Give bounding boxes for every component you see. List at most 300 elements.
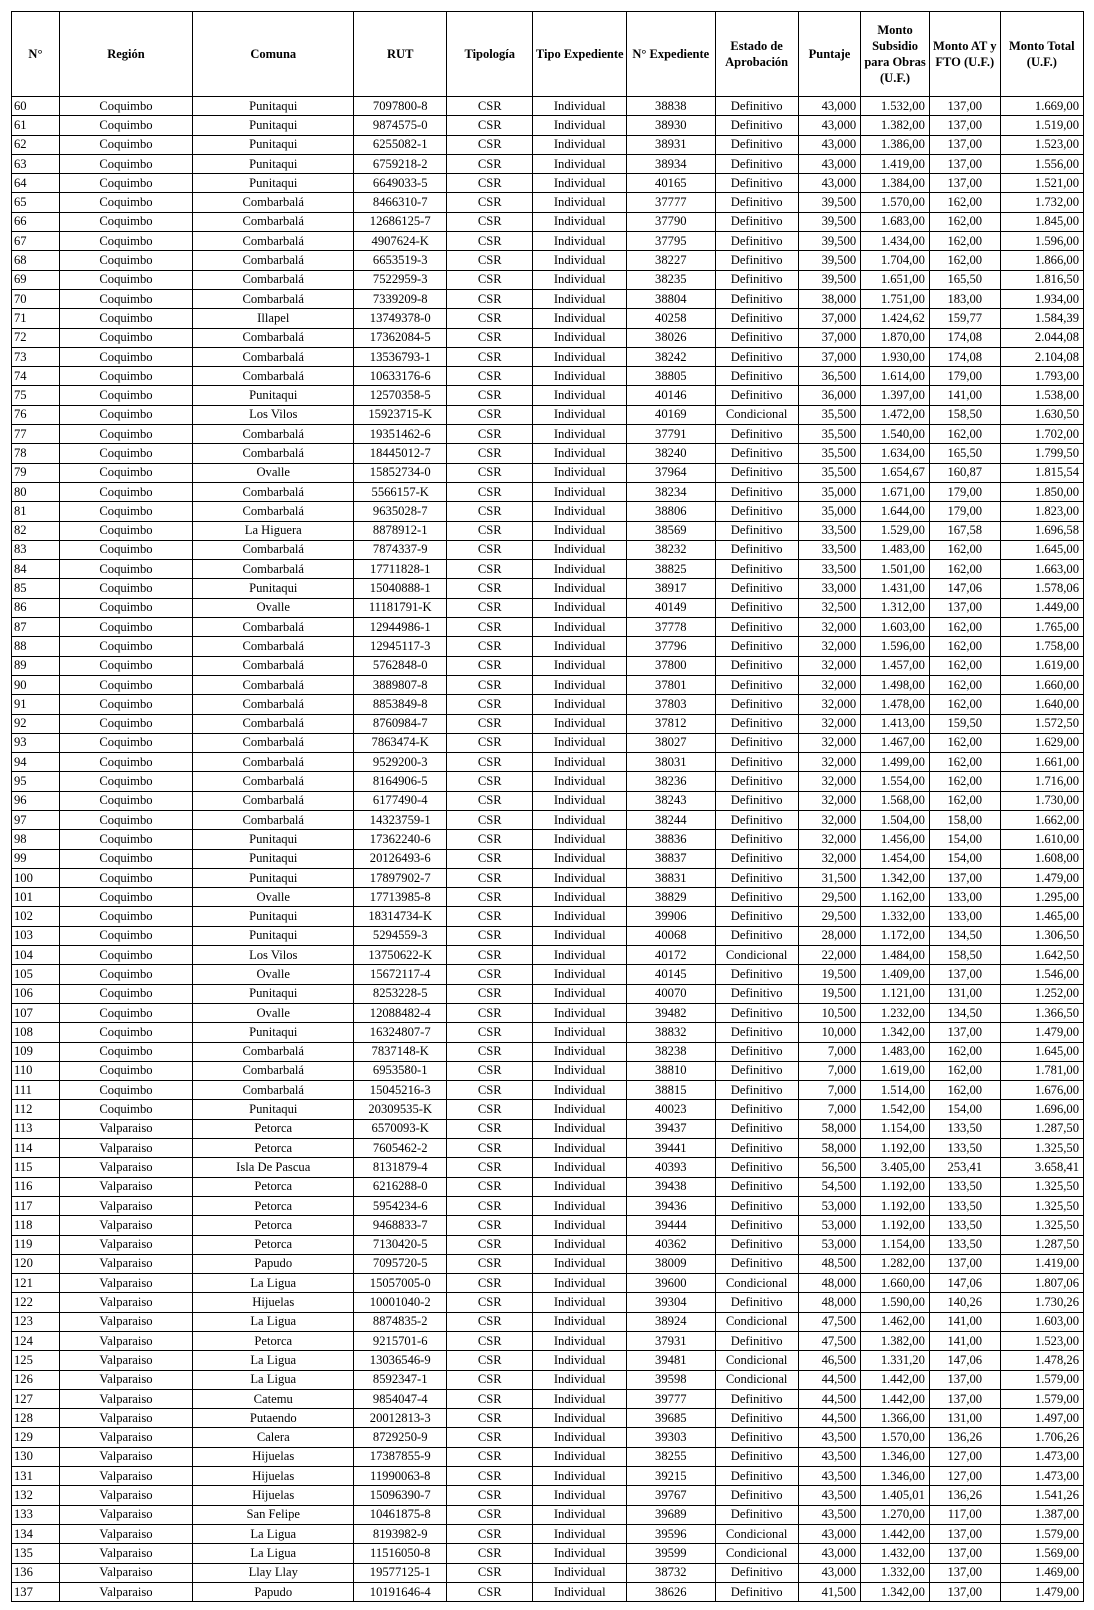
cell-numero-expediente: 39303 (627, 1428, 715, 1447)
cell-region: Coquimbo (59, 1081, 192, 1100)
cell-monto-at-fto: 134,50 (929, 1003, 1000, 1022)
cell-monto-at-fto: 137,00 (929, 868, 1000, 887)
cell-comuna: Ovalle (193, 463, 354, 482)
cell-rut: 12944986-1 (354, 618, 447, 637)
table-row (12, 598, 1084, 617)
cell-region: Coquimbo (59, 347, 192, 366)
cell-monto-total: 1.449,00 (1000, 598, 1083, 617)
cell-numero-expediente: 37777 (627, 193, 715, 212)
cell-tipologia: CSR (447, 560, 533, 579)
cell-numero: 98 (12, 830, 60, 849)
cell-rut: 9635028-7 (354, 502, 447, 521)
cell-tipo-expediente: Individual (533, 1100, 627, 1119)
cell-monto-at-fto: 127,00 (929, 1447, 1000, 1466)
cell-tipo-expediente: Individual (533, 1293, 627, 1312)
cell-comuna: Punitaqui (193, 1023, 354, 1042)
table-row (12, 97, 1084, 116)
header-cell-rut: RUT (354, 12, 447, 97)
cell-tipologia: CSR (447, 695, 533, 714)
cell-puntaje: 7,000 (798, 1100, 860, 1119)
cell-puntaje: 37,000 (798, 309, 860, 328)
cell-numero-expediente: 37795 (627, 232, 715, 251)
table-row (12, 1486, 1084, 1505)
table-row (12, 367, 1084, 386)
cell-rut: 6649033-5 (354, 174, 447, 193)
cell-monto-subsidio: 1.529,00 (861, 521, 930, 540)
cell-monto-total: 1.479,00 (1000, 1023, 1083, 1042)
cell-numero: 109 (12, 1042, 60, 1061)
cell-puntaje: 32,000 (798, 753, 860, 772)
cell-comuna: Ovalle (193, 1003, 354, 1022)
cell-monto-at-fto: 179,00 (929, 482, 1000, 501)
cell-monto-subsidio: 1.342,00 (861, 1023, 930, 1042)
cell-numero: 116 (12, 1177, 60, 1196)
cell-comuna: Combarbalá (193, 560, 354, 579)
cell-region: Coquimbo (59, 830, 192, 849)
cell-comuna: La Ligua (193, 1274, 354, 1293)
cell-rut: 19577125-1 (354, 1563, 447, 1582)
cell-puntaje: 48,000 (798, 1274, 860, 1293)
table-row (12, 502, 1084, 521)
cell-rut: 7863474-K (354, 733, 447, 752)
cell-tipologia: CSR (447, 984, 533, 1003)
cell-tipologia: CSR (447, 772, 533, 791)
cell-monto-at-fto: 137,00 (929, 1370, 1000, 1389)
cell-comuna: Combarbalá (193, 444, 354, 463)
cell-monto-total: 1.519,00 (1000, 116, 1083, 135)
cell-tipologia: CSR (447, 733, 533, 752)
cell-region: Coquimbo (59, 425, 192, 444)
cell-tipologia: CSR (447, 1158, 533, 1177)
cell-comuna: Combarbalá (193, 1042, 354, 1061)
cell-monto-total: 1.661,00 (1000, 753, 1083, 772)
cell-tipo-expediente: Individual (533, 135, 627, 154)
table-row (12, 174, 1084, 193)
cell-puntaje: 7,000 (798, 1061, 860, 1080)
cell-tipologia: CSR (447, 463, 533, 482)
table-row (12, 1312, 1084, 1331)
cell-monto-total: 1.579,00 (1000, 1370, 1083, 1389)
cell-numero-expediente: 39438 (627, 1177, 715, 1196)
cell-monto-subsidio: 1.483,00 (861, 540, 930, 559)
cell-monto-subsidio: 1.457,00 (861, 656, 930, 675)
table-row (12, 1042, 1084, 1061)
cell-tipo-expediente: Individual (533, 502, 627, 521)
cell-tipologia: CSR (447, 1447, 533, 1466)
cell-numero: 133 (12, 1505, 60, 1524)
cell-tipo-expediente: Individual (533, 1158, 627, 1177)
cell-puntaje: 43,000 (798, 116, 860, 135)
cell-numero: 85 (12, 579, 60, 598)
cell-monto-at-fto: 133,50 (929, 1119, 1000, 1138)
header-cell-monto-at-fto: Monto AT y FTO (U.F.) (929, 12, 1000, 97)
cell-tipo-expediente: Individual (533, 1332, 627, 1351)
cell-puntaje: 35,500 (798, 444, 860, 463)
cell-region: Coquimbo (59, 946, 192, 965)
cell-puntaje: 19,500 (798, 984, 860, 1003)
cell-estado: Definitivo (715, 135, 798, 154)
cell-monto-subsidio: 1.870,00 (861, 328, 930, 347)
cell-region: Coquimbo (59, 405, 192, 424)
cell-numero: 137 (12, 1582, 60, 1601)
cell-tipologia: CSR (447, 1042, 533, 1061)
cell-estado: Definitivo (715, 1293, 798, 1312)
cell-numero: 74 (12, 367, 60, 386)
table-row (12, 1370, 1084, 1389)
cell-numero: 69 (12, 270, 60, 289)
cell-monto-at-fto: 133,50 (929, 1196, 1000, 1215)
cell-tipo-expediente: Individual (533, 560, 627, 579)
cell-tipo-expediente: Individual (533, 1447, 627, 1466)
cell-rut: 7095720-5 (354, 1254, 447, 1273)
table-row (12, 270, 1084, 289)
cell-numero: 99 (12, 849, 60, 868)
cell-monto-at-fto: 158,50 (929, 405, 1000, 424)
cell-numero-expediente: 38931 (627, 135, 715, 154)
cell-estado: Definitivo (715, 289, 798, 308)
cell-tipo-expediente: Individual (533, 463, 627, 482)
cell-tipo-expediente: Individual (533, 1582, 627, 1601)
cell-estado: Definitivo (715, 714, 798, 733)
cell-puntaje: 10,500 (798, 1003, 860, 1022)
cell-numero: 72 (12, 328, 60, 347)
cell-numero: 64 (12, 174, 60, 193)
cell-monto-at-fto: 158,00 (929, 810, 1000, 829)
cell-numero: 86 (12, 598, 60, 617)
table-row (12, 637, 1084, 656)
cell-monto-total: 1.645,00 (1000, 1042, 1083, 1061)
cell-tipo-expediente: Individual (533, 154, 627, 173)
cell-region: Valparaiso (59, 1119, 192, 1138)
cell-tipo-expediente: Individual (533, 1081, 627, 1100)
cell-monto-at-fto: 162,00 (929, 791, 1000, 810)
cell-rut: 8729250-9 (354, 1428, 447, 1447)
cell-numero: 102 (12, 907, 60, 926)
table-row (12, 135, 1084, 154)
cell-estado: Definitivo (715, 810, 798, 829)
cell-numero-expediente: 38242 (627, 347, 715, 366)
cell-numero: 132 (12, 1486, 60, 1505)
cell-tipologia: CSR (447, 1409, 533, 1428)
cell-puntaje: 32,000 (798, 849, 860, 868)
cell-tipo-expediente: Individual (533, 830, 627, 849)
cell-rut: 20126493-6 (354, 849, 447, 868)
cell-numero-expediente: 38732 (627, 1563, 715, 1582)
cell-estado: Definitivo (715, 154, 798, 173)
cell-monto-subsidio: 1.342,00 (861, 1582, 930, 1601)
cell-rut: 8760984-7 (354, 714, 447, 733)
cell-monto-at-fto: 147,06 (929, 579, 1000, 598)
cell-monto-total: 1.845,00 (1000, 212, 1083, 231)
cell-monto-at-fto: 137,00 (929, 1563, 1000, 1582)
table-row (12, 907, 1084, 926)
cell-rut: 7522959-3 (354, 270, 447, 289)
cell-puntaje: 32,000 (798, 656, 860, 675)
cell-region: Coquimbo (59, 289, 192, 308)
cell-puntaje: 53,000 (798, 1216, 860, 1235)
cell-numero: 60 (12, 97, 60, 116)
table-row (12, 1467, 1084, 1486)
cell-monto-subsidio: 1.382,00 (861, 116, 930, 135)
cell-estado: Definitivo (715, 463, 798, 482)
cell-numero: 100 (12, 868, 60, 887)
cell-puntaje: 39,500 (798, 270, 860, 289)
cell-tipo-expediente: Individual (533, 174, 627, 193)
cell-numero: 134 (12, 1524, 60, 1543)
cell-comuna: Punitaqui (193, 174, 354, 193)
cell-rut: 6570093-K (354, 1119, 447, 1138)
cell-estado: Definitivo (715, 618, 798, 637)
cell-monto-total: 1.850,00 (1000, 482, 1083, 501)
cell-estado: Definitivo (715, 907, 798, 926)
cell-numero-expediente: 40149 (627, 598, 715, 617)
cell-comuna: La Ligua (193, 1524, 354, 1543)
table-row (12, 1023, 1084, 1042)
cell-tipologia: CSR (447, 1582, 533, 1601)
cell-region: Coquimbo (59, 193, 192, 212)
cell-numero-expediente: 38805 (627, 367, 715, 386)
cell-monto-subsidio: 1.346,00 (861, 1447, 930, 1466)
cell-tipologia: CSR (447, 965, 533, 984)
cell-monto-subsidio: 1.162,00 (861, 888, 930, 907)
cell-monto-subsidio: 1.442,00 (861, 1524, 930, 1543)
cell-monto-subsidio: 1.332,00 (861, 907, 930, 926)
cell-numero-expediente: 38831 (627, 868, 715, 887)
cell-numero-expediente: 38829 (627, 888, 715, 907)
cell-numero-expediente: 37964 (627, 463, 715, 482)
cell-rut: 5566157-K (354, 482, 447, 501)
cell-monto-total: 1.603,00 (1000, 1312, 1083, 1331)
table-row (12, 521, 1084, 540)
cell-tipo-expediente: Individual (533, 1216, 627, 1235)
cell-comuna: Punitaqui (193, 984, 354, 1003)
cell-monto-total: 1.645,00 (1000, 540, 1083, 559)
cell-puntaje: 43,500 (798, 1428, 860, 1447)
cell-rut: 17711828-1 (354, 560, 447, 579)
cell-monto-at-fto: 162,00 (929, 1081, 1000, 1100)
table-row (12, 251, 1084, 270)
cell-monto-total: 1.662,00 (1000, 810, 1083, 829)
cell-monto-total: 1.730,00 (1000, 791, 1083, 810)
cell-tipologia: CSR (447, 1100, 533, 1119)
cell-monto-at-fto: 162,00 (929, 212, 1000, 231)
cell-tipo-expediente: Individual (533, 444, 627, 463)
cell-tipologia: CSR (447, 598, 533, 617)
table-row (12, 1544, 1084, 1563)
cell-region: Coquimbo (59, 463, 192, 482)
cell-monto-at-fto: 137,00 (929, 965, 1000, 984)
cell-comuna: Combarbalá (193, 714, 354, 733)
table-row (12, 926, 1084, 945)
cell-estado: Definitivo (715, 232, 798, 251)
cell-monto-total: 1.523,00 (1000, 135, 1083, 154)
cell-monto-total: 1.758,00 (1000, 637, 1083, 656)
cell-comuna: Petorca (193, 1216, 354, 1235)
cell-monto-total: 2.044,08 (1000, 328, 1083, 347)
cell-region: Valparaiso (59, 1428, 192, 1447)
cell-numero-expediente: 38832 (627, 1023, 715, 1042)
cell-monto-at-fto: 137,00 (929, 598, 1000, 617)
cell-monto-at-fto: 137,00 (929, 1389, 1000, 1408)
cell-numero: 119 (12, 1235, 60, 1254)
cell-numero: 120 (12, 1254, 60, 1273)
cell-monto-total: 1.696,00 (1000, 1100, 1083, 1119)
cell-puntaje: 32,000 (798, 791, 860, 810)
cell-numero: 92 (12, 714, 60, 733)
cell-numero-expediente: 38026 (627, 328, 715, 347)
cell-comuna: Combarbalá (193, 1061, 354, 1080)
cell-estado: Definitivo (715, 347, 798, 366)
cell-monto-at-fto: 183,00 (929, 289, 1000, 308)
cell-monto-at-fto: 162,00 (929, 637, 1000, 656)
cell-monto-total: 2.104,08 (1000, 347, 1083, 366)
cell-tipo-expediente: Individual (533, 1409, 627, 1428)
cell-monto-at-fto: 137,00 (929, 97, 1000, 116)
cell-tipo-expediente: Individual (533, 1312, 627, 1331)
cell-tipologia: CSR (447, 1370, 533, 1389)
cell-monto-subsidio: 1.346,00 (861, 1467, 930, 1486)
cell-comuna: Punitaqui (193, 907, 354, 926)
cell-tipo-expediente: Individual (533, 1467, 627, 1486)
cell-monto-total: 1.781,00 (1000, 1061, 1083, 1080)
cell-puntaje: 43,000 (798, 135, 860, 154)
cell-monto-subsidio: 1.930,00 (861, 347, 930, 366)
cell-estado: Definitivo (715, 830, 798, 849)
cell-monto-at-fto: 179,00 (929, 502, 1000, 521)
table-row (12, 849, 1084, 868)
cell-region: Coquimbo (59, 212, 192, 231)
cell-region: Coquimbo (59, 810, 192, 829)
cell-region: Valparaiso (59, 1293, 192, 1312)
cell-tipologia: CSR (447, 251, 533, 270)
cell-region: Coquimbo (59, 560, 192, 579)
cell-monto-subsidio: 1.154,00 (861, 1119, 930, 1138)
cell-tipo-expediente: Individual (533, 1235, 627, 1254)
cell-monto-at-fto: 154,00 (929, 1100, 1000, 1119)
cell-region: Valparaiso (59, 1486, 192, 1505)
cell-tipologia: CSR (447, 1428, 533, 1447)
cell-rut: 15045216-3 (354, 1081, 447, 1100)
cell-tipologia: CSR (447, 521, 533, 540)
cell-rut: 11990063-8 (354, 1467, 447, 1486)
cell-numero-expediente: 39215 (627, 1467, 715, 1486)
cell-tipologia: CSR (447, 1389, 533, 1408)
cell-estado: Condicional (715, 1370, 798, 1389)
cell-region: Coquimbo (59, 984, 192, 1003)
cell-numero: 90 (12, 675, 60, 694)
cell-numero-expediente: 38243 (627, 791, 715, 810)
cell-comuna: La Ligua (193, 1370, 354, 1389)
cell-estado: Definitivo (715, 984, 798, 1003)
table-row (12, 1061, 1084, 1080)
cell-rut: 9529200-3 (354, 753, 447, 772)
cell-estado: Definitivo (715, 579, 798, 598)
cell-monto-at-fto: 140,26 (929, 1293, 1000, 1312)
cell-region: Valparaiso (59, 1235, 192, 1254)
cell-tipo-expediente: Individual (533, 328, 627, 347)
cell-puntaje: 7,000 (798, 1042, 860, 1061)
cell-rut: 15923715-K (354, 405, 447, 424)
cell-rut: 7837148-K (354, 1042, 447, 1061)
header-cell-estado: Estado de Aprobación (715, 12, 798, 97)
cell-monto-at-fto: 133,50 (929, 1177, 1000, 1196)
cell-region: Coquimbo (59, 502, 192, 521)
cell-monto-subsidio: 1.484,00 (861, 946, 930, 965)
cell-monto-total: 1.465,00 (1000, 907, 1083, 926)
cell-numero-expediente: 40070 (627, 984, 715, 1003)
cell-tipologia: CSR (447, 116, 533, 135)
cell-rut: 7097800-8 (354, 97, 447, 116)
cell-puntaje: 32,000 (798, 618, 860, 637)
cell-tipo-expediente: Individual (533, 425, 627, 444)
cell-numero: 113 (12, 1119, 60, 1138)
cell-numero-expediente: 38569 (627, 521, 715, 540)
cell-tipologia: CSR (447, 193, 533, 212)
cell-monto-subsidio: 1.442,00 (861, 1370, 930, 1389)
cell-comuna: Punitaqui (193, 135, 354, 154)
cell-numero: 107 (12, 1003, 60, 1022)
cell-tipologia: CSR (447, 97, 533, 116)
cell-numero-expediente: 40172 (627, 946, 715, 965)
cell-puntaje: 10,000 (798, 1023, 860, 1042)
cell-comuna: Calera (193, 1428, 354, 1447)
cell-monto-subsidio: 1.192,00 (861, 1216, 930, 1235)
table-row (12, 579, 1084, 598)
cell-region: Valparaiso (59, 1332, 192, 1351)
cell-monto-subsidio: 1.154,00 (861, 1235, 930, 1254)
cell-puntaje: 43,000 (798, 1563, 860, 1582)
cell-numero-expediente: 38837 (627, 849, 715, 868)
cell-tipo-expediente: Individual (533, 482, 627, 501)
cell-rut: 9468833-7 (354, 1216, 447, 1235)
cell-monto-at-fto: 159,50 (929, 714, 1000, 733)
cell-puntaje: 29,500 (798, 888, 860, 907)
cell-estado: Definitivo (715, 1428, 798, 1447)
cell-monto-subsidio: 1.331,20 (861, 1351, 930, 1370)
cell-comuna: Combarbalá (193, 695, 354, 714)
table-row (12, 444, 1084, 463)
cell-monto-subsidio: 1.619,00 (861, 1061, 930, 1080)
table-row (12, 1003, 1084, 1022)
cell-region: Valparaiso (59, 1544, 192, 1563)
cell-monto-total: 1.866,00 (1000, 251, 1083, 270)
cell-monto-total: 1.934,00 (1000, 289, 1083, 308)
cell-puntaje: 39,500 (798, 232, 860, 251)
cell-monto-at-fto: 131,00 (929, 1409, 1000, 1428)
table-row (12, 482, 1084, 501)
cell-region: Coquimbo (59, 270, 192, 289)
cell-puntaje: 44,500 (798, 1389, 860, 1408)
cell-comuna: La Ligua (193, 1351, 354, 1370)
cell-monto-at-fto: 159,77 (929, 309, 1000, 328)
cell-monto-subsidio: 1.172,00 (861, 926, 930, 945)
cell-monto-total: 1.479,00 (1000, 1582, 1083, 1601)
cell-monto-total: 1.660,00 (1000, 675, 1083, 694)
cell-tipo-expediente: Individual (533, 1139, 627, 1158)
cell-estado: Definitivo (715, 251, 798, 270)
cell-comuna: Punitaqui (193, 579, 354, 598)
cell-estado: Definitivo (715, 270, 798, 289)
table-row (12, 1216, 1084, 1235)
cell-monto-total: 1.306,50 (1000, 926, 1083, 945)
cell-comuna: Petorca (193, 1332, 354, 1351)
cell-tipo-expediente: Individual (533, 965, 627, 984)
cell-monto-at-fto: 137,00 (929, 1254, 1000, 1273)
cell-estado: Definitivo (715, 1042, 798, 1061)
cell-rut: 7130420-5 (354, 1235, 447, 1254)
cell-tipo-expediente: Individual (533, 1177, 627, 1196)
table-row (12, 868, 1084, 887)
